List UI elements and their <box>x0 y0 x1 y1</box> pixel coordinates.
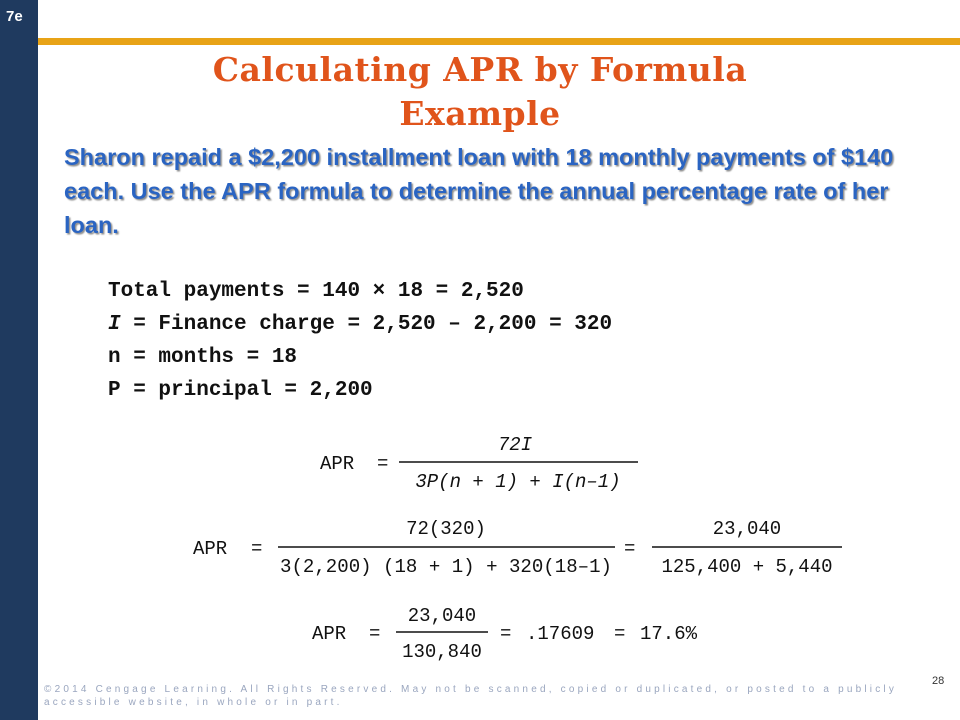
formula-result-equals-3: = <box>614 623 626 645</box>
copyright-notice: ©2014 Cengage Learning. All Rights Reserved. May not be scanned, copied or duplicated, or posted to a publicly accessible website, in whole or in part. <box>44 684 898 708</box>
formula-substituted-numerator: 72(320) <box>406 518 486 540</box>
calc-total-payments: Total payments = 140 × 18 = 2,520 <box>108 280 524 303</box>
formula-substituted-denominator: 3(2,200) (18 + 1) + 320(18–1) <box>280 556 612 578</box>
formula-substituted-numerator-2: 23,040 <box>712 518 782 540</box>
calc-finance-charge-rest: = Finance charge = 2,520 – 2,200 = 320 <box>120 313 613 336</box>
formula-general-lhs: APR <box>320 453 355 475</box>
formula-substituted-equals: = <box>251 538 263 560</box>
calc-principal: P = principal = 2,200 <box>108 379 373 402</box>
calc-finance-charge-var: I <box>108 313 121 336</box>
formula-result-equals-2: = <box>500 623 512 645</box>
page-number: 28 <box>932 675 945 687</box>
formula-general-denominator: 3P(n + 1) + I(n–1) <box>415 471 621 493</box>
edition-label: 7e <box>6 8 23 25</box>
formula-result-lhs: APR <box>312 623 347 645</box>
formula-general-equals: = <box>377 453 389 475</box>
formula-result-denominator: 130,840 <box>402 641 482 663</box>
formula-result-numerator: 23,040 <box>407 605 477 627</box>
formula-substituted-lhs: APR <box>193 538 228 560</box>
slide-title-line2: Example <box>399 94 561 133</box>
formula-substituted-denominator-2: 125,400 + 5,440 <box>661 556 833 578</box>
problem-statement: Sharon repaid a $2,200 installment loan with 18 monthly payments of $140 each. Use the APR formula to determine the annual percentage rate of her loan. <box>64 144 894 238</box>
formula-result-equals: = <box>369 623 381 645</box>
formula-result-decimal: .17609 <box>526 623 595 645</box>
formula-substituted-equals-2: = <box>624 538 636 560</box>
slide-title-line1: Calculating APR by Formula <box>212 50 748 89</box>
calc-months: n = months = 18 <box>108 346 298 369</box>
formula-result-percent: 17.6% <box>640 623 698 645</box>
formula-general-numerator: 72I <box>497 434 533 456</box>
